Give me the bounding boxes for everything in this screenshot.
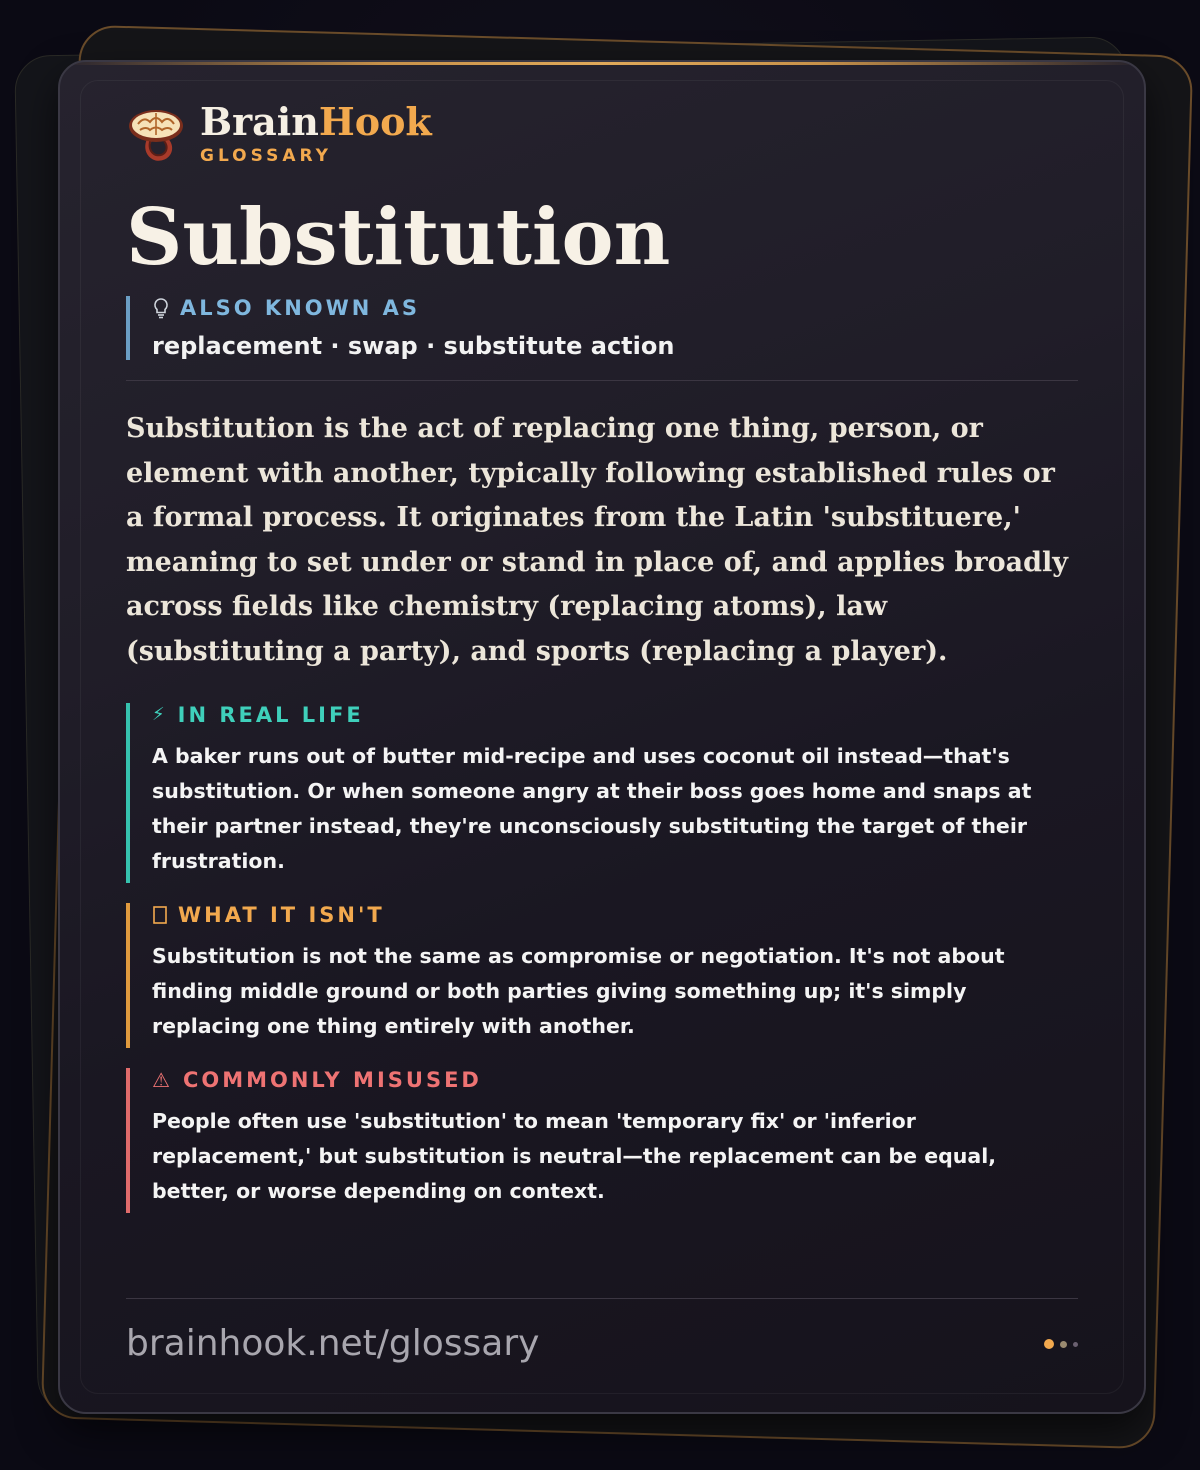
dot (1060, 1341, 1067, 1348)
real-life-label: IN REAL LIFE (177, 702, 364, 727)
lightning-icon: ⚡ (152, 704, 168, 726)
real-life-section (126, 703, 1078, 883)
brand-subtitle: GLOSSARY (200, 146, 332, 166)
brand-name (200, 99, 432, 144)
what-it-isnt-body: Substitution is not the same as compromise or negotiation. It's not about finding middle ground or both parties giving something up; it's simply replacing one thing entirely with another. (152, 943, 1005, 1038)
what-it-isnt-heading (152, 903, 1078, 927)
what-it-isnt-section (126, 903, 1078, 1048)
commonly-misused-section (126, 1068, 1078, 1213)
pagination-dots (1044, 1339, 1078, 1349)
also-known-as-value: replacement · swap · substitute action (152, 332, 675, 360)
dot-active (1044, 1339, 1054, 1349)
card-footer (126, 1298, 1078, 1364)
commonly-misused-body: People often use 'substitution' to mean 'temporary fix' or 'inferior replacement,' but substitution is neutral—the replacement can be equal, better, or worse depending on context. (152, 1108, 997, 1203)
brain-hook-icon (126, 104, 186, 164)
real-life-body: A baker runs out of butter mid-recipe and uses coconut oil instead—that's substitution. Or when someone angry at their boss goes home and snaps at their partner instead, they're unconsciously substituting the target of their frustration. (152, 743, 1032, 873)
section-divider (126, 380, 1078, 381)
brand-name-hook: Hook (318, 99, 432, 144)
glossary-card (58, 60, 1146, 1414)
footer-url-link[interactable]: brainhook.net/glossary (126, 1323, 540, 1364)
brand-text (200, 99, 432, 166)
what-it-isnt-label: WHAT IT ISN'T (178, 902, 385, 927)
also-known-as-block (126, 296, 1078, 360)
brand-header (126, 99, 1078, 166)
card-content (126, 99, 1078, 1213)
prohibited-icon (152, 905, 168, 925)
commonly-misused-heading (152, 1068, 1078, 1092)
dot (1073, 1342, 1078, 1347)
lightbulb-icon (152, 297, 170, 319)
also-known-as-label: ALSO KNOWN AS (180, 296, 421, 320)
warning-icon: ⚠ (152, 1067, 173, 1092)
real-life-heading (152, 703, 1078, 727)
also-known-as-heading (152, 296, 1078, 320)
term-title: Substitution (126, 192, 671, 283)
commonly-misused-label: COMMONLY MISUSED (182, 1067, 482, 1092)
definition-text: Substitution is the act of replacing one thing, person, or element with another, typically following established rules or a formal process. It originates from the Latin 'substituere,' meaning to set under or stand in place of, and applies broadly across fields like chemistry (replacing atoms), law (substituting a party), and sports (replacing a player). (126, 413, 1068, 667)
brand-name-brain: Brain (200, 99, 319, 144)
